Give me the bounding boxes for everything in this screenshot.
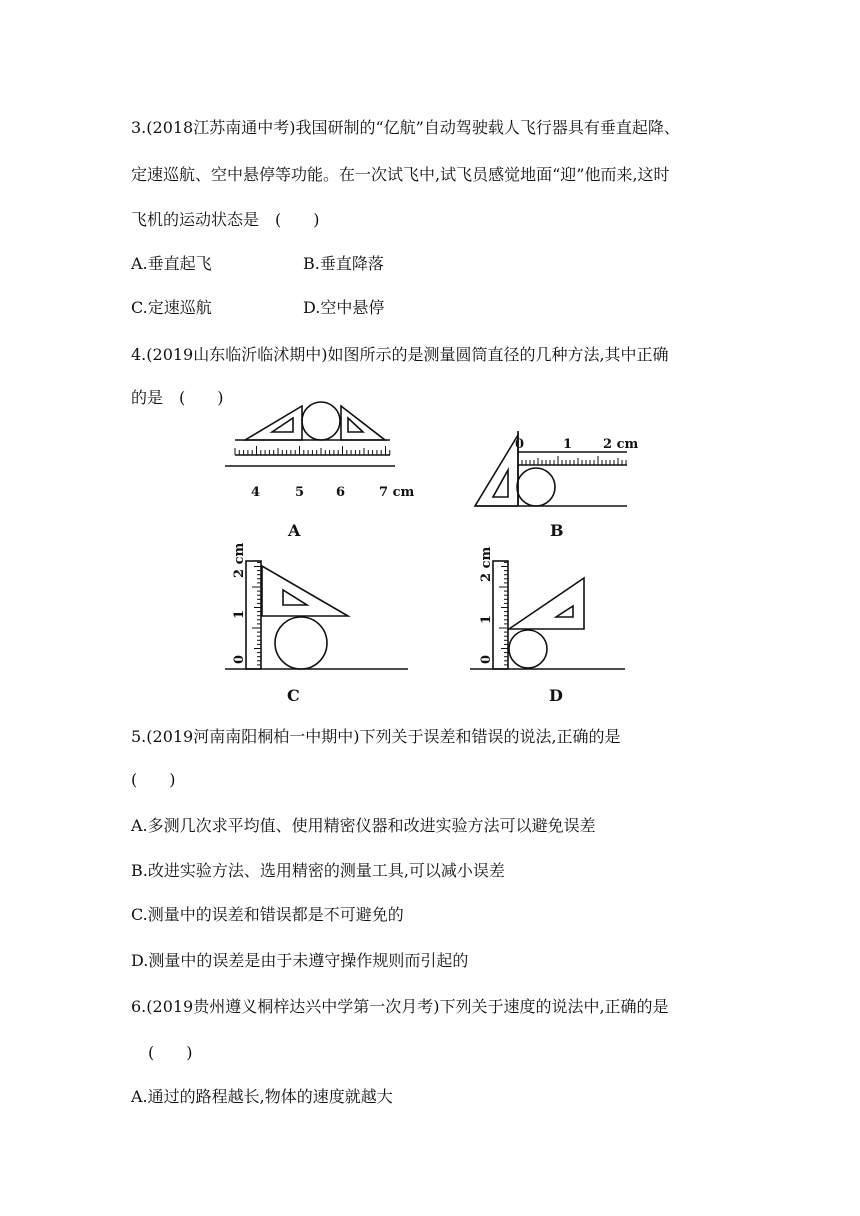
- q4-stem-line-1: 4.(2019山东临沂临沭期中)如图所示的是测量圆筒直径的几种方法,其中正确: [131, 345, 669, 364]
- q4-stem-line-2: 的是 ( ): [131, 388, 224, 407]
- q5-option-b: B.改进实验方法、选用精密的测量工具,可以减小误差: [131, 861, 505, 880]
- caption-a: A: [288, 521, 301, 540]
- q5-stem-line-1: 5.(2019河南南阳桐柏一中期中)下列关于误差和错误的说法,正确的是: [131, 727, 621, 746]
- q6-stem-line-2: ( ): [148, 1043, 193, 1062]
- q3-stem-line-2: 定速巡航、空中悬停等功能。在一次试飞中,试飞员感觉地面“迎”他而来,这时: [131, 165, 670, 184]
- q3-stem-line-1: 3.(2018江苏南通中考)我国研制的“亿航”自动驾驶载人飞行器具有垂直起降、: [131, 118, 680, 137]
- panel-d-diagram: [470, 561, 625, 669]
- panel-b-diagram: [475, 431, 627, 506]
- q3-stem-line-3: 飞机的运动状态是 ( ): [131, 210, 320, 229]
- q3-option-d: D.空中悬停: [303, 298, 385, 317]
- a-tick-label-6: 6: [336, 485, 346, 500]
- c-tick-label-0: 0: [232, 654, 247, 664]
- q3-option-b: B.垂直降落: [303, 254, 384, 273]
- caption-b: B: [550, 521, 564, 540]
- d-tick-label-1: 1: [479, 614, 494, 624]
- a-tick-label-4: 4: [251, 485, 261, 500]
- a-tick-label-7cm: 7 cm: [379, 485, 415, 500]
- caption-c: C: [287, 686, 300, 705]
- q5-option-d: D.测量中的误差是由于未遵守操作规则而引起的: [131, 951, 469, 970]
- c-tick-label-2cm: 2 cm: [232, 542, 247, 578]
- caption-d: D: [549, 686, 563, 705]
- panel-a-diagram: [225, 402, 395, 466]
- q6-option-a: A.通过的路程越长,物体的速度就越大: [131, 1087, 393, 1106]
- q5-option-a: A.多测几次求平均值、使用精密仪器和改进实验方法可以避免误差: [131, 816, 596, 835]
- q5-stem-line-2: ( ): [131, 770, 176, 789]
- b-tick-label-2cm: 2 cm: [603, 437, 639, 452]
- panel-c-diagram: [225, 561, 408, 669]
- b-tick-label-0: 0: [515, 437, 525, 452]
- d-tick-label-2cm: 2 cm: [479, 546, 494, 582]
- d-tick-label-0: 0: [479, 654, 494, 664]
- c-tick-label-1: 1: [232, 609, 247, 619]
- q6-stem-line-1: 6.(2019贵州遵义桐梓达兴中学第一次月考)下列关于速度的说法中,正确的是: [131, 997, 669, 1016]
- q3-option-a: A.垂直起飞: [131, 254, 212, 273]
- q3-option-c: C.定速巡航: [131, 298, 212, 317]
- a-tick-label-5: 5: [295, 485, 305, 500]
- q5-option-c: C.测量中的误差和错误都是不可避免的: [131, 905, 404, 924]
- b-tick-label-1: 1: [563, 437, 573, 452]
